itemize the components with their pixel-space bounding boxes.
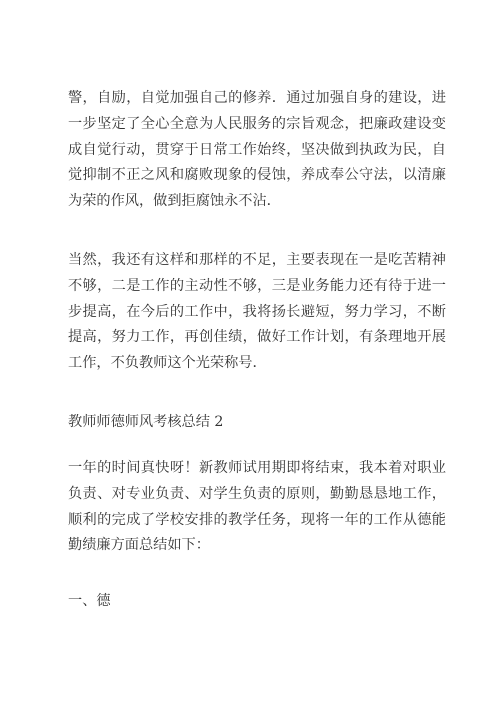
paragraph-2: 当然，我还有这样和那样的不足，主要表现在一是吃苦精神不够，二是工作的主动性不够，三是业务能力还有待于进一步提高，在今后的工作中，我将扬长避短，努力学习，不断提高，努力工作，再创佳绩，做好工作计划，有条理地开展工作，不负教师这个光荣称号． <box>68 252 446 372</box>
paragraph-1: 警，自励，自觉加强自己的修养．通过加强自身的建设，进一步坚定了全心全意为人民服务的宗旨观念，把廉政建设变成自觉行动，贯穿于日常工作始终，坚决做到执政为民，自觉抑制不正之风和腐败现象的侵蚀，养成奉公守法，以清廉为荣的作风，做到拒腐蚀永不沾． <box>68 90 446 210</box>
section-heading: 教师师德师风考核总结 2 <box>68 414 224 430</box>
subsection-label: 一、德 <box>68 593 111 609</box>
paragraph-3: 一年的时间真快呀！新教师试用期即将结束，我本着对职业负责、对专业负责、对学生负责的原则，勤勤恳恳地工作，顺利的完成了学校安排的教学任务，现将一年的工作从德能勤绩廉方面总结如下： <box>68 460 446 554</box>
